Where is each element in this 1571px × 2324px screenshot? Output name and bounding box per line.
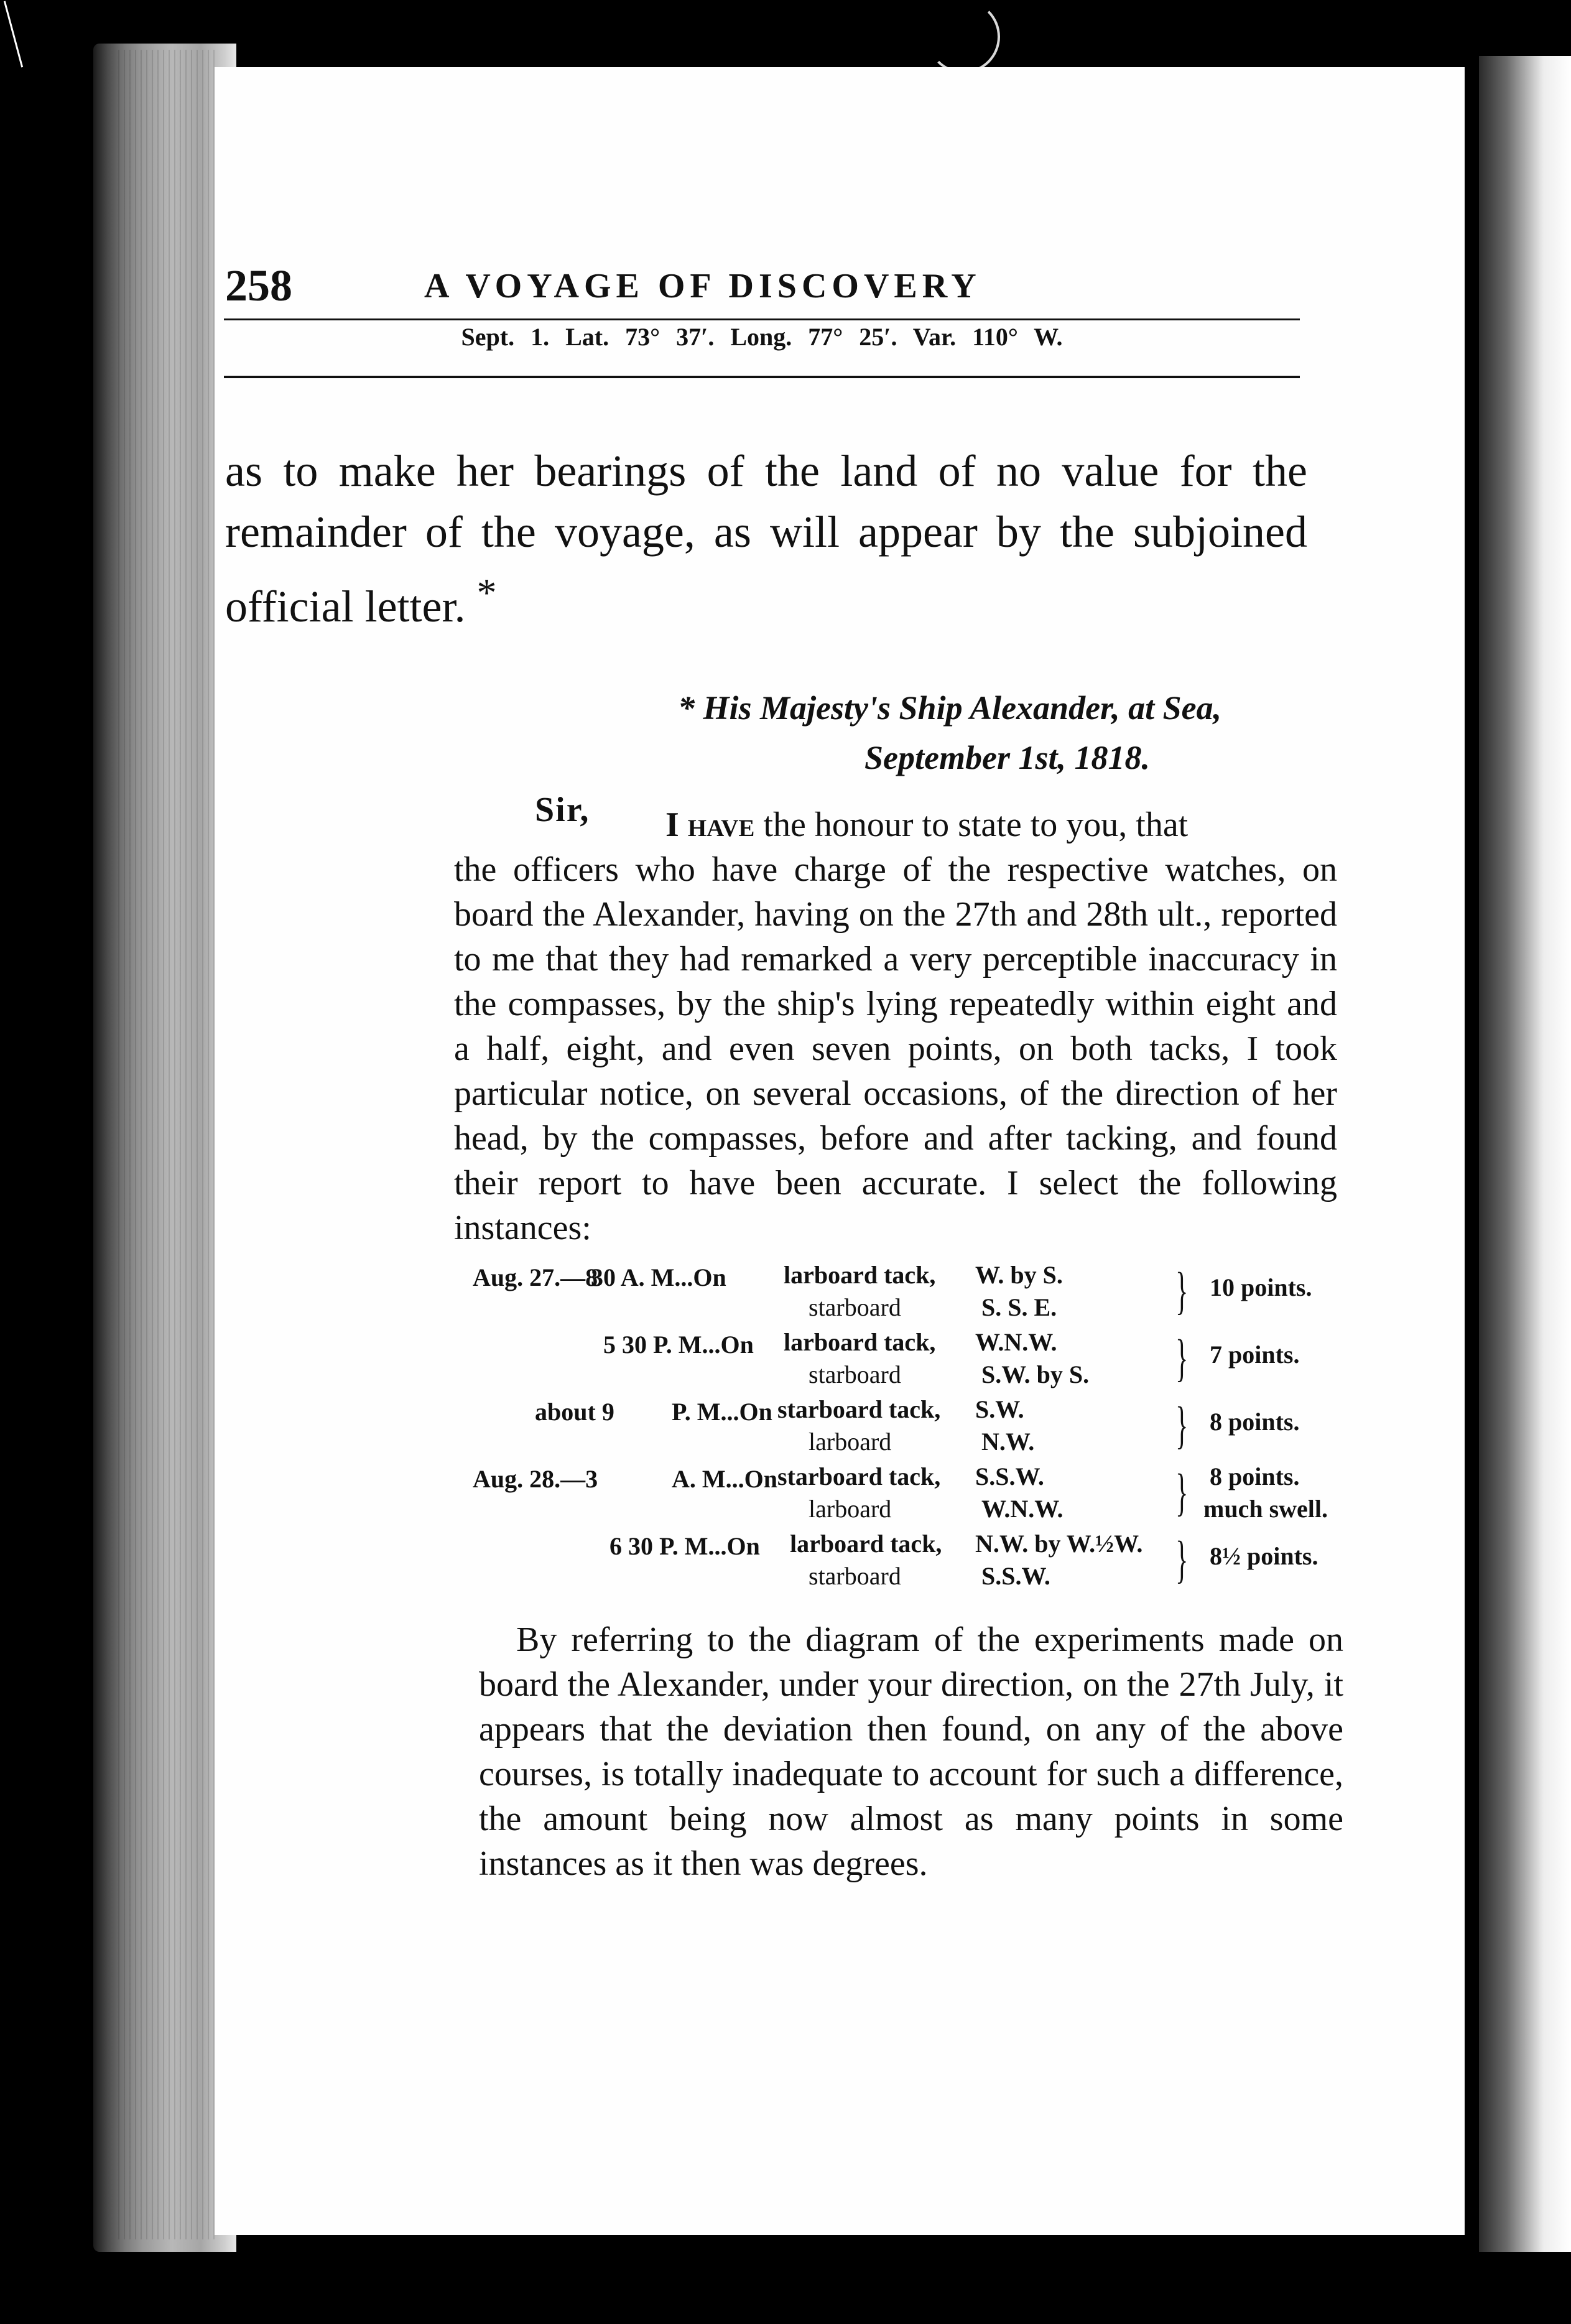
- row-heading-2: S.W. by S.: [981, 1360, 1090, 1388]
- row-time: A. M...On: [672, 1465, 777, 1493]
- row-tack-1: starboard tack,: [777, 1395, 941, 1423]
- row-heading-1: W.N.W.: [975, 1328, 1057, 1356]
- brace-icon: }: [1175, 1531, 1189, 1589]
- row-tack-2: larboard: [809, 1428, 892, 1456]
- letter-first-text: the honour to state to you, that: [763, 806, 1189, 844]
- letter-dateline: [678, 683, 1325, 783]
- page-number: 258: [225, 261, 292, 310]
- row-points: 10 points.: [1210, 1273, 1312, 1301]
- row-date: Aug. 28.—3: [473, 1465, 598, 1493]
- row-points: 7 points.: [1210, 1341, 1300, 1369]
- row-tack-2: starboard: [809, 1293, 901, 1321]
- row-points: 8½ points.: [1210, 1542, 1318, 1570]
- adjacent-page: [1479, 56, 1571, 2252]
- row-tack-2: starboard: [809, 1562, 901, 1590]
- row-time: P. M...On: [672, 1398, 772, 1426]
- brace-icon: }: [1175, 1464, 1189, 1522]
- body-text: as to make her bearings of the land of no value for the remainder of the voyage, as will appear by the subjoined official letter.: [225, 446, 1307, 631]
- header-rule-top: [224, 318, 1300, 320]
- compass-readings-table: [460, 1263, 1331, 1599]
- closing-paragraph: [479, 1617, 1343, 1886]
- brace-icon: }: [1175, 1262, 1189, 1320]
- table-row: [460, 1263, 1331, 1330]
- row-tack-2: starboard: [809, 1360, 901, 1388]
- row-heading-1: N.W. by W.½W.: [975, 1530, 1143, 1558]
- table-row: [460, 1464, 1331, 1532]
- brace-icon: }: [1175, 1329, 1189, 1387]
- row-tack-2: larboard: [809, 1495, 892, 1523]
- body-paragraph: [225, 440, 1307, 637]
- row-points: 8 points.: [1210, 1408, 1300, 1436]
- table-row: [460, 1330, 1331, 1397]
- header-rule-bottom: [224, 376, 1300, 378]
- position-line: Sept. 1. Lat. 73° 37′. Long. 77° 25′. Var. 110° W.: [461, 323, 1063, 351]
- row-heading-2: S.S.W.: [981, 1562, 1050, 1590]
- row-tack-1: larboard tack,: [784, 1328, 936, 1356]
- closing-text: By referring to the diagram of the experiments made on board the Alexander, under your direction, on the 27th July, it appears that the deviation then found, on any of the above courses, is totally inadequate to account for such a difference, the amount being now almost as many points in some instances as it then was degrees.: [479, 1620, 1343, 1883]
- row-tack-1: larboard tack,: [784, 1261, 936, 1289]
- row-heading-2: N.W.: [981, 1428, 1035, 1456]
- row-time: 6 30 P. M...On: [609, 1532, 760, 1560]
- dateline-line-2: September 1st, 1818.: [864, 739, 1150, 776]
- brace-icon: }: [1175, 1397, 1189, 1454]
- row-tack-1: larboard tack,: [790, 1530, 942, 1558]
- row-time: 5 30 P. M...On: [603, 1331, 754, 1359]
- letter-opening: I have: [665, 806, 755, 844]
- row-note: much swell.: [1203, 1495, 1328, 1523]
- scan-artifact-line: [4, 1, 23, 67]
- row-date: about 9: [535, 1398, 614, 1426]
- table-row: [460, 1532, 1331, 1599]
- footnote-marker: *: [476, 570, 497, 615]
- row-heading-1: S.S.W.: [975, 1462, 1044, 1490]
- row-heading-2: S. S. E.: [981, 1293, 1057, 1321]
- row-heading-2: W.N.W.: [981, 1495, 1064, 1523]
- scan-artifact-loop: [927, 0, 1000, 73]
- row-tack-1: starboard tack,: [777, 1462, 941, 1490]
- row-heading-1: W. by S.: [975, 1261, 1063, 1289]
- book-page-edges-texture: [118, 50, 218, 2239]
- letter-first-line: [454, 802, 1337, 847]
- row-time: 30 A. M...On: [591, 1263, 726, 1291]
- row-heading-1: S.W.: [975, 1395, 1024, 1423]
- table-row: [460, 1397, 1331, 1464]
- letter-text: the officers who have charge of the respective watches, on board the Alexander, having on the 27th and 28th ult., reported to me that they had remarked a very perceptible inaccuracy in the compasses, by the ship's lying repeatedly within eight and a half, eight, and even seven points, on both tacks, I took particular notice, on several occasions, of the direction of her head, by the compasses, before and after tacking, and found their report to have been accurate. I select the following instances:: [454, 850, 1337, 1247]
- row-points: 8 points.: [1210, 1462, 1300, 1490]
- page-title: A VOYAGE OF DISCOVERY: [424, 267, 981, 305]
- letter-salutation: Sir,: [535, 791, 590, 829]
- letter-body: [454, 802, 1337, 1250]
- row-date: Aug. 27.—8: [473, 1263, 598, 1291]
- dateline-line-1: * His Majesty's Ship Alexander, at Sea,: [678, 689, 1222, 727]
